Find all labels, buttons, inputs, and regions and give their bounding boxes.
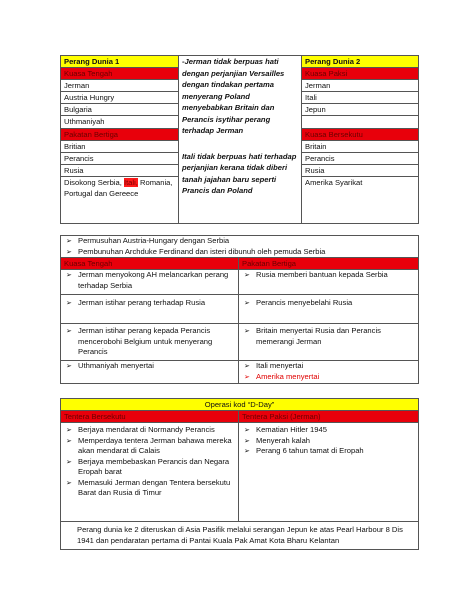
ww1-causes-table bbox=[60, 235, 419, 384]
ww2-allies-title: Kuasa Bersekutu bbox=[302, 129, 419, 141]
event-cell bbox=[239, 361, 419, 384]
ww2-cause-germany: -Jerman tidak berpuas hati dengan perjanjian Versailles dengan tindakan pertama menyerang Poland menyebabkan Britain dan Perancis isytihar perang terhadap Jerman bbox=[182, 57, 285, 135]
event-item: ➢ Jerman menyokong AH melancarkan perang terhadap Serbia bbox=[64, 270, 235, 291]
axis-item: ➢ Kematian Hitler 1945 bbox=[242, 425, 415, 436]
ww1-member: Bulgaria bbox=[61, 104, 179, 116]
ww1-central-powers-title: Kuasa Tengah bbox=[61, 68, 179, 80]
ww1-member: Jerman bbox=[61, 80, 179, 92]
event-item: ➢ Itali menyertai bbox=[242, 361, 415, 372]
event-item-red: ➢ Amerika menyertai bbox=[242, 372, 415, 383]
ww1-supporters bbox=[61, 177, 179, 224]
italy-highlight: Itali, bbox=[123, 178, 138, 187]
event-cell bbox=[239, 295, 419, 324]
causes-column bbox=[179, 56, 302, 224]
triple-entente-title: Pakatan Bertiga bbox=[239, 258, 419, 270]
supporters-text-2: Romania, Portugal dan Gereece bbox=[64, 178, 173, 198]
world-war-comparison-table bbox=[60, 55, 419, 224]
cause-item: ➢ Permusuhan Austria-Hungary dengan Serbia bbox=[64, 236, 415, 247]
ww1-member: Austria Hungry bbox=[61, 92, 179, 104]
allies-cell bbox=[61, 423, 239, 522]
ww2-member: Jepun bbox=[302, 104, 419, 116]
ww2-extra-member: Amerika Syarikat bbox=[302, 177, 419, 224]
event-item: ➢ Uthmaniyah menyertai bbox=[64, 361, 235, 372]
allies-item: ➢ Memperdaya tentera Jerman bahawa mereka akan mendarat di Calais bbox=[64, 436, 235, 457]
event-item: ➢ Perancis menyebelahi Rusia bbox=[242, 298, 415, 309]
ww2-header: Perang Dunia 2 bbox=[302, 56, 419, 68]
central-powers-title: Kuasa Tengah bbox=[61, 258, 239, 270]
ww1-member: Uthmaniyah bbox=[61, 116, 179, 129]
event-cell bbox=[61, 270, 239, 295]
ww2-member: Jerman bbox=[302, 80, 419, 92]
ww2-cause-italy: Itali tidak berpuas hati terhadap perjanjian kerana tidak diberi tanah jajahan baru seperti Prancis dan Poland bbox=[182, 151, 297, 195]
ww1-member: Rusia bbox=[61, 165, 179, 177]
ww2-member: Britain bbox=[302, 141, 419, 153]
event-cell bbox=[61, 324, 239, 361]
allies-title: Tentera Bersekutu bbox=[61, 411, 239, 423]
empty-cell bbox=[302, 116, 419, 129]
event-item: ➢ Jerman istihar perang kepada Perancis mencerobohi Belgium untuk menyerang Perancis bbox=[64, 326, 235, 358]
axis-title: Tentera Paksi (Jerman) bbox=[239, 411, 419, 423]
event-cell bbox=[239, 324, 419, 361]
asia-pacific-note: Perang dunia ke 2 diteruskan di Asia Pasifik melalui serangan Jepun ke atas Pearl Harbour 8 Dis 1941 dan pendaratan pertama di Pantai Kuala Pak Amat Kota Bharu Kelantan bbox=[61, 522, 419, 550]
dday-table bbox=[60, 398, 419, 550]
ww1-member: Perancis bbox=[61, 153, 179, 165]
event-item: ➢ Jerman istihar perang terhadap Rusia bbox=[64, 298, 235, 309]
allies-item: ➢ Memasuki Jerman dengan Tentera bersekutu Barat dan Rusia di Timur bbox=[64, 478, 235, 499]
axis-item: ➢ Perang 6 tahun tamat di Eropah bbox=[242, 446, 415, 457]
allies-item: ➢ Berjaya mendarat di Normandy Perancis bbox=[64, 425, 235, 436]
supporters-text: Disokong Serbia, bbox=[64, 178, 124, 187]
cause-item: ➢ Pembunuhan Archduke Ferdinand dan isteri dibunuh oleh pemuda Serbia bbox=[64, 247, 415, 258]
event-cell bbox=[61, 295, 239, 324]
event-cell bbox=[61, 361, 239, 384]
ww2-member: Rusia bbox=[302, 165, 419, 177]
ww2-member: Perancis bbox=[302, 153, 419, 165]
ww1-header: Perang Dunia 1 bbox=[61, 56, 179, 68]
event-item: ➢ Rusia memberi bantuan kepada Serbia bbox=[242, 270, 415, 281]
event-item: ➢ Britain menyertai Rusia dan Perancis memerangi Jerman bbox=[242, 326, 415, 347]
ww2-axis-title: Kuasa Paksi bbox=[302, 68, 419, 80]
ww1-triple-entente-title: Pakatan Bertiga bbox=[61, 129, 179, 141]
allies-item: ➢ Berjaya membebaskan Perancis dan Negara Eropah barat bbox=[64, 457, 235, 478]
axis-item: ➢ Menyerah kalah bbox=[242, 436, 415, 447]
causes-cell bbox=[61, 236, 419, 258]
axis-cell bbox=[239, 423, 419, 522]
dday-header: Operasi kod “D-Day” bbox=[61, 399, 419, 411]
ww2-member: Itali bbox=[302, 92, 419, 104]
event-cell bbox=[239, 270, 419, 295]
ww1-member: Britian bbox=[61, 141, 179, 153]
